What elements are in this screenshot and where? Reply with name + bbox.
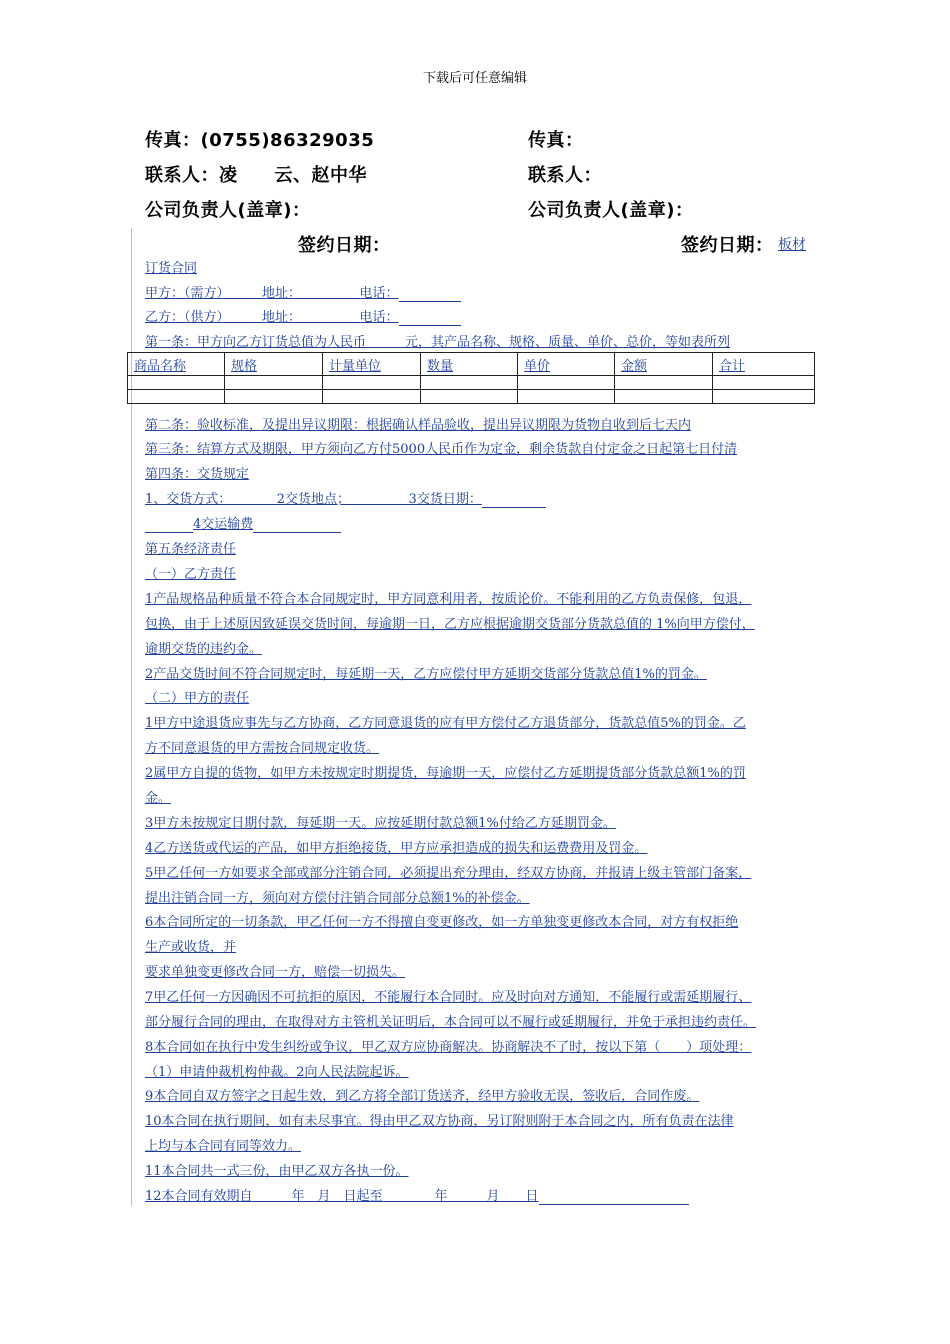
- party-a-item-2a: 2属甲方自提的货物，如甲方未按规定时期提货，每逾期一天，应偿付乙方延期提货部分货款总额1%的罚: [145, 766, 746, 781]
- delivery-line-2: [145, 513, 341, 533]
- table-cell[interactable]: [323, 376, 421, 390]
- contact-right: 联系人：: [528, 165, 602, 186]
- transport-fee-lead: [145, 517, 193, 533]
- party-a-item-3: 3甲方未按规定日期付款，每延期一天。应按延期付款总额1%付给乙方延期罚金。: [145, 816, 616, 831]
- goods-table-header: [128, 353, 815, 376]
- col-quantity: 数量: [421, 353, 518, 376]
- party-a-item-2b: 金。: [145, 791, 172, 806]
- col-product-name: 商品名称: [128, 353, 225, 376]
- party-a-item-8b: （1）申请仲裁机构仲裁。2向人民法院起诉。: [145, 1065, 409, 1080]
- party-a-item-1a: 1甲方中途退货应事先与乙方协商，乙方同意退货的应有甲方偿付乙方退货部分，货款总值5%的罚金。乙: [145, 716, 746, 731]
- party-b-line: [145, 306, 461, 326]
- party-a-item-7b: 部分履行合同的理由，在取得对方主管机关证明后，本合同可以不履行或延期履行，并免于承担违约责任。: [145, 1015, 757, 1030]
- table-cell[interactable]: [421, 390, 518, 404]
- fax-right: 传真：: [528, 130, 584, 151]
- party-a-item-10a: 10本合同在执行期间，如有未尽事宜。得由甲乙双方协商，另订附则附于本合同之内，所有负责在法律: [145, 1114, 734, 1129]
- party-a-item-5b: 提出注销合同一方，须向对方偿付注销合同部分总额1%的补偿金。: [145, 891, 530, 906]
- party-a-item-12-line: [145, 1185, 689, 1205]
- party-a-item-1b: 方不同意退货的甲方需按合同规定收货。: [145, 741, 380, 756]
- table-cell[interactable]: [713, 376, 815, 390]
- company-head-left: 公司负责人(盖章)：: [145, 200, 311, 221]
- party-b-item-1a: 1产品规格品种质量不符合本合同规定时，甲方同意利用者，按质论价。不能利用的乙方负责保修，包退，: [145, 592, 752, 607]
- party-a-line: [145, 282, 461, 302]
- clause-3: 第三条：结算方式及期限，甲方须向乙方付5000人民币作为定金，剩余货款自付定金之日起第七日付清: [145, 442, 738, 457]
- party-b-item-1b: 包换，由于上述原因致延误交货时间，每逾期一日，乙方应根据逾期交货部分货款总值的 1%向甲方偿付，: [145, 617, 755, 632]
- table-cell[interactable]: [518, 376, 615, 390]
- table-cell[interactable]: [713, 390, 815, 404]
- col-amount: 金额: [615, 353, 713, 376]
- party-a-phone-blank: [399, 286, 461, 302]
- clause-5: 第五条经济责任: [145, 542, 237, 557]
- table-cell[interactable]: [225, 390, 323, 404]
- sign-date-right: 签约日期：: [681, 235, 774, 256]
- clause-4: 第四条：交货规定: [145, 467, 250, 482]
- table-cell[interactable]: [323, 390, 421, 404]
- table-cell[interactable]: [421, 376, 518, 390]
- table-row: [128, 390, 815, 404]
- party-b-item-2: 2产品交货时间不符合同规定时，每延期一天，乙方应偿付甲方延期交货部分货款总值1%的罚金。: [145, 667, 707, 682]
- table-cell[interactable]: [128, 376, 225, 390]
- transport-fee-blank: [253, 517, 341, 533]
- table-cell[interactable]: [615, 376, 713, 390]
- col-total: 合计: [713, 353, 815, 376]
- party-b-item-1c: 逾期交货的违约金。: [145, 642, 263, 657]
- party-b-phone-blank: [399, 310, 461, 326]
- contract-title: 订货合同: [145, 261, 198, 276]
- col-unit: 计量单位: [323, 353, 421, 376]
- transport-fee: 4交运输费: [193, 517, 254, 532]
- section-party-b: （一）乙方责任: [145, 567, 237, 582]
- table-cell[interactable]: [518, 390, 615, 404]
- delivery-date-blank: [482, 492, 546, 508]
- party-a-item-12: 12本合同有效期自 年 月 日起至 年 月 日: [145, 1189, 539, 1204]
- company-head-right: 公司负责人(盖章)：: [528, 200, 694, 221]
- party-a-item-5a: 5甲乙任何一方如要求全部或部分注销合同，必须提出充分理由，经双方协商，并报请上级主管部门备案，: [145, 866, 752, 881]
- delivery-line-1: [145, 488, 546, 508]
- validity-blank: [539, 1189, 689, 1205]
- fax-left: 传真：(0755)86329035: [145, 130, 375, 151]
- party-a-item-8a: 8本合同如在执行中发生纠纷或争议，甲乙双方应协商解决。协商解决不了时，按以下第（ ）项处理：: [145, 1040, 752, 1055]
- contact-left: 联系人：凌 云、赵中华: [145, 165, 367, 186]
- party-a-item-6a: 6本合同所定的一切条款，甲乙任何一方不得擅自变更修改，如一方单独变更修改本合同，对方有权拒绝: [145, 915, 739, 930]
- party-a: 甲方：（需方） 地址： 电话：: [145, 286, 399, 301]
- party-a-item-11: 11本合同共一式三份，由甲乙双方各执一份。: [145, 1164, 409, 1179]
- party-a-item-4: 4乙方送货或代运的产品，如甲方拒绝接货，甲方应承担造成的损失和运费费用及罚金。: [145, 841, 648, 856]
- party-a-item-9: 9本合同自双方签字之日起生效，到乙方将全部订货送齐，经甲方验收无误，签收后，合同作废。: [145, 1089, 700, 1104]
- table-row: [128, 376, 815, 390]
- sign-date-left: 签约日期：: [298, 235, 391, 256]
- party-a-item-6b: 生产或收货，并: [145, 940, 237, 955]
- party-a-item-10b: 上均与本合同有同等效力。: [145, 1139, 302, 1154]
- party-b: 乙方：（供方） 地址： 电话：: [145, 310, 399, 325]
- clause-1: 第一条：甲方向乙方订货总值为人民币 元，其产品名称、规格、质量、单价、总价，等如表所列: [145, 335, 731, 350]
- table-cell[interactable]: [615, 390, 713, 404]
- table-cell[interactable]: [128, 390, 225, 404]
- delivery-terms: 1、交货方式： 2交货地点； 3交货日期：: [145, 492, 482, 507]
- table-cell[interactable]: [225, 376, 323, 390]
- clause-2: 第二条：验收标准，及提出异议期限：根据确认样品验收，提出异议期限为货物自收到后七天内: [145, 418, 692, 433]
- party-a-item-6c: 要求单独变更修改合同一方，赔偿一切损失。: [145, 965, 406, 980]
- section-party-a: （二）甲方的责任: [145, 691, 250, 706]
- goods-table: [127, 352, 815, 404]
- col-unit-price: 单价: [518, 353, 615, 376]
- col-spec: 规格: [225, 353, 323, 376]
- material-link[interactable]: 板材: [778, 237, 806, 253]
- party-a-item-7a: 7甲乙任何一方因确因不可抗拒的原因，不能履行本合同时。应及时向对方通知，不能履行或需延期履行、: [145, 990, 752, 1005]
- header-note: 下载后可任意编辑: [422, 71, 527, 86]
